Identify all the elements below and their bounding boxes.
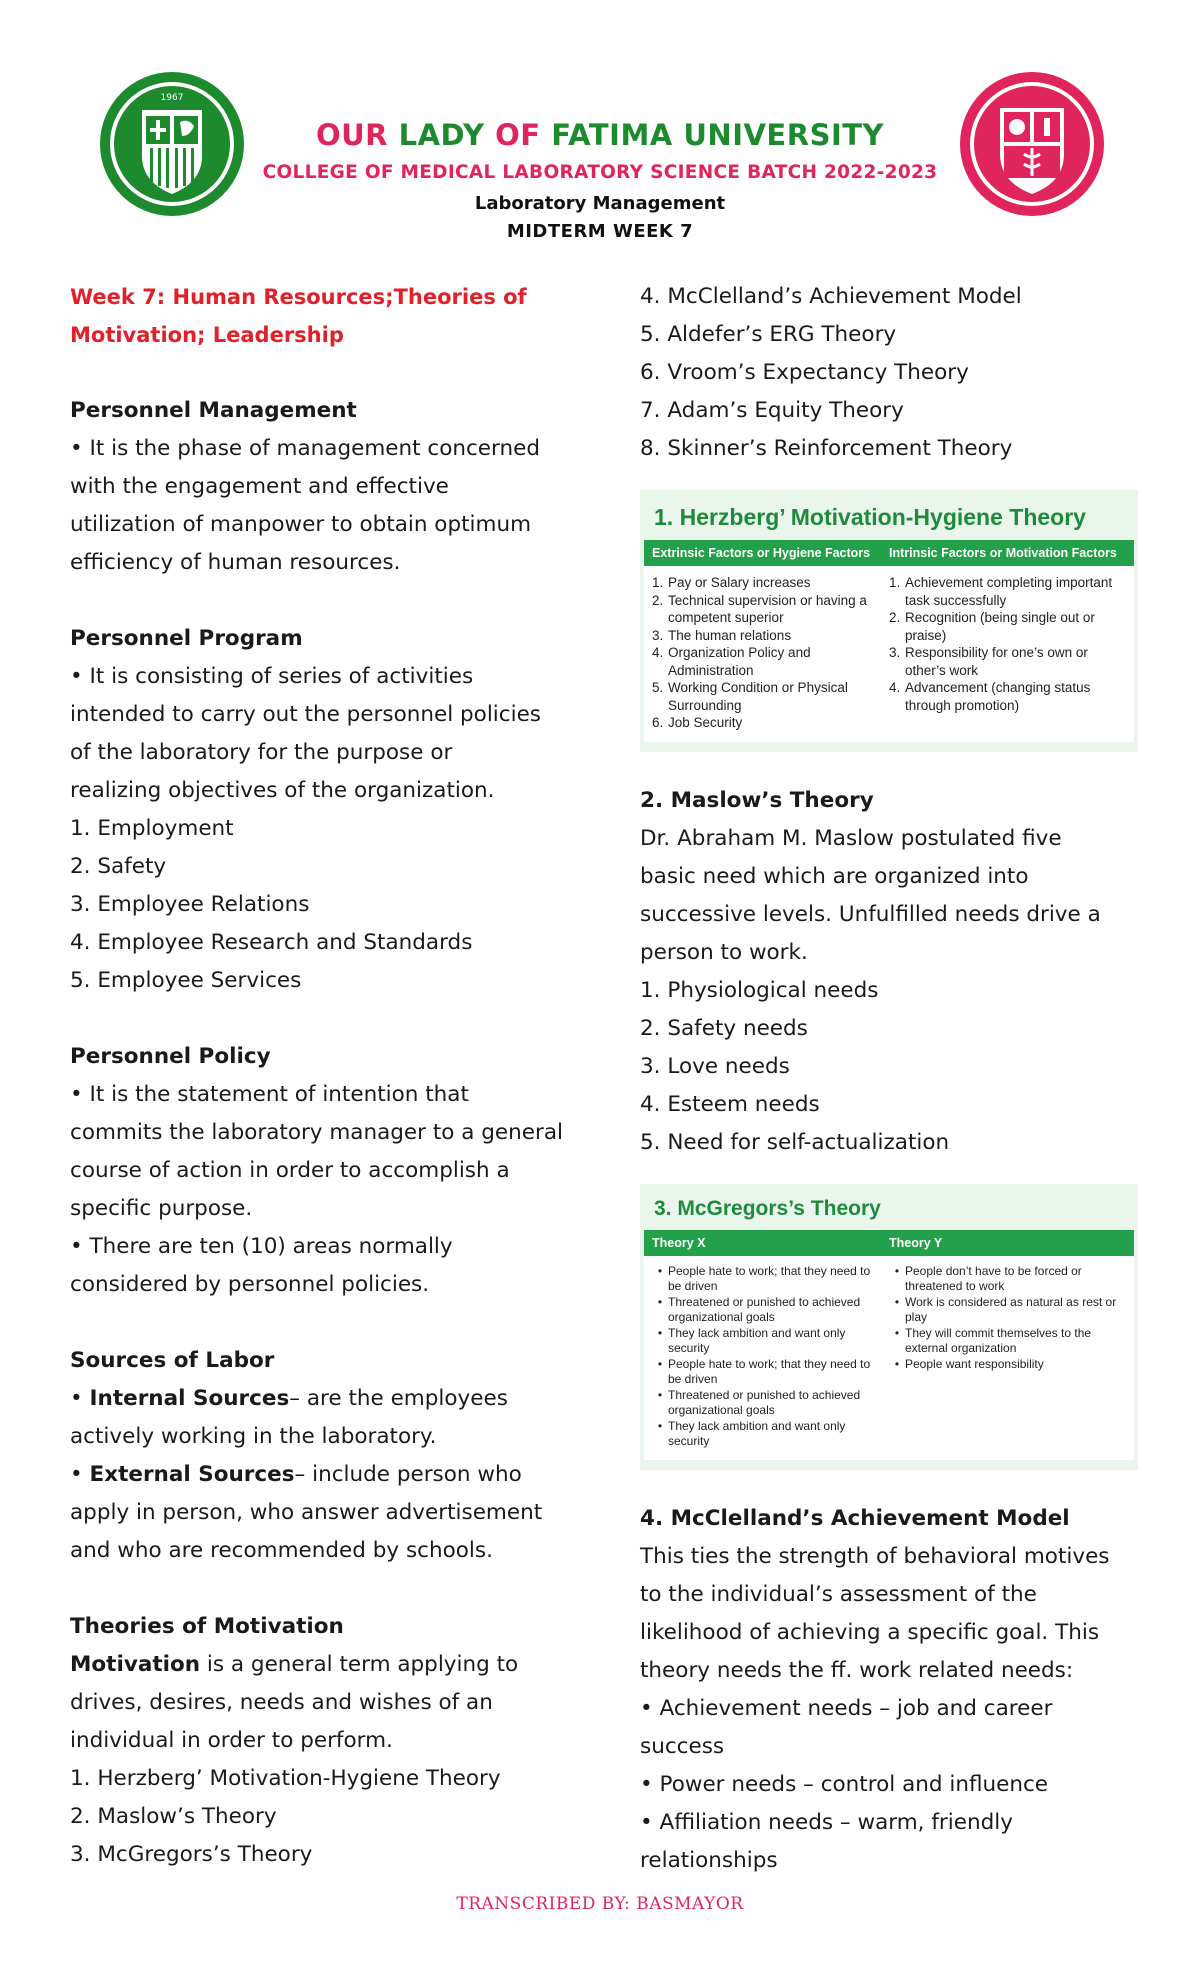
section-heading: Personnel Program <box>70 626 303 651</box>
text-line: and who are recommended by schools. <box>70 1538 493 1563</box>
column-header: Theory X <box>652 1235 706 1250</box>
table-title: 3. McGregors’s Theory <box>654 1196 881 1220</box>
text-line: actively working in the laboratory. <box>70 1424 437 1449</box>
table-body <box>644 1256 1134 1460</box>
text-line: • It is consisting of series of activities <box>70 664 474 689</box>
university-title <box>0 118 1200 152</box>
text-line: • Power needs – control and influence <box>640 1771 1049 1797</box>
list-item: 3. Responsibility for one’s own or other’s work <box>889 645 1088 678</box>
list-item: • People don’t have to be forced or threatened to work <box>894 1263 1082 1293</box>
text-line: realizing objectives of the organization. <box>70 778 495 803</box>
section-heading: Personnel Management <box>70 398 357 423</box>
text-line: • There are ten (10) areas normally <box>70 1234 453 1259</box>
text-line: • It is the statement of intention that <box>70 1082 469 1107</box>
list-item: 5. Need for self-actualization <box>640 1129 950 1155</box>
list-item: 3. Love needs <box>640 1053 790 1079</box>
list-item: 2. Safety <box>70 854 167 879</box>
text-line: specific purpose. <box>70 1196 253 1221</box>
list-item: 1. Physiological needs <box>640 977 879 1003</box>
list-item: 4. McClelland’s Achievement Model <box>640 284 1022 309</box>
title-word: UNIVERSITY <box>683 118 885 152</box>
header <box>0 0 1200 260</box>
right-column <box>640 278 1140 1880</box>
external-sources-line: • External Sources– include person who <box>70 1462 522 1487</box>
list-item: 2. Maslow’s Theory <box>70 1804 277 1829</box>
list-item: 4. Advancement (changing status through promotion) <box>889 680 1091 713</box>
table-title: 1. Herzberg’ Motivation-Hygiene Theory <box>654 504 1086 530</box>
list-item: 6. Job Security <box>652 715 743 730</box>
term-label: MIDTERM WEEK 7 <box>506 221 694 242</box>
text-line: utilization of manpower to obtain optimum <box>70 512 532 537</box>
list-item: 4. Esteem needs <box>640 1091 820 1117</box>
text-line: course of action in order to accomplish a <box>70 1158 510 1183</box>
text-line: Dr. Abraham M. Maslow postulated five <box>640 825 1062 851</box>
list-item: 2. Recognition (being single out or praise) <box>889 610 1095 643</box>
text-line: commits the laboratory manager to a general <box>70 1120 563 1145</box>
column-header: Theory Y <box>889 1235 943 1250</box>
title-word: OF <box>495 118 541 152</box>
text-line: drives, desires, needs and wishes of an <box>70 1690 493 1715</box>
list-item: 6. Vroom’s Expectancy Theory <box>640 360 969 385</box>
list-item: 5. Aldefer’s ERG Theory <box>640 322 897 347</box>
text-line: person to work. <box>640 939 808 965</box>
text-line: efficiency of human resources. <box>70 550 401 575</box>
list-item: 1. Employment <box>70 816 234 841</box>
text-line: • Affiliation needs – warm, friendly <box>640 1809 1013 1835</box>
list-item: 3. The human relations <box>652 627 792 643</box>
mcgregor-table <box>640 1184 1138 1470</box>
title-word: LADY <box>398 118 485 152</box>
text-line: relationships <box>640 1847 778 1873</box>
list-item: 3. Employee Relations <box>70 892 310 917</box>
text-line: This ties the strength of behavioral motives <box>640 1543 1110 1569</box>
course-name: Laboratory Management <box>474 193 726 214</box>
list-item: 1. Achievement completing important task successfully <box>889 575 1113 608</box>
list-item: • Threatened or punished to achieved organizational goals <box>657 1294 861 1324</box>
table-header <box>644 540 1134 566</box>
herzberg-table <box>640 490 1138 752</box>
left-column <box>70 278 590 1874</box>
week-title: Week 7: Human Resources;Theories of <box>70 285 527 309</box>
list-item: • They lack ambition and want only security <box>657 1325 846 1355</box>
list-item: • People hate to work; that they need to be driven <box>657 1263 871 1293</box>
footer-credit: TRANSCRIBED BY: BASMAYOR <box>456 1894 744 1914</box>
text-line: with the engagement and effective <box>70 474 449 499</box>
table-body <box>644 566 1134 742</box>
external-sources-label: External Sources <box>89 1462 295 1487</box>
text-line: • Achievement needs – job and career <box>640 1695 1053 1721</box>
list-item: 8. Skinner’s Reinforcement Theory <box>640 436 1013 461</box>
section-heading: Personnel Policy <box>70 1044 271 1069</box>
text-line: theory needs the ff. work related needs: <box>640 1657 1074 1683</box>
text-line: intended to carry out the personnel policies <box>70 702 542 727</box>
list-item: • Threatened or punished to achieved organizational goals <box>657 1387 861 1417</box>
list-item: • They lack ambition and want only security <box>657 1418 846 1448</box>
text-line: • It is the phase of management concerned <box>70 436 540 461</box>
text-line: apply in person, who answer advertisement <box>70 1500 543 1525</box>
internal-sources-label: Internal Sources <box>89 1386 290 1411</box>
seal-year: 1967 <box>160 93 184 103</box>
text-line: individual in order to perform. <box>70 1728 393 1753</box>
text-line: considered by personnel policies. <box>70 1272 430 1297</box>
title-word: FATIMA <box>551 118 673 152</box>
week-title: Motivation; Leadership <box>70 323 344 347</box>
list-item: 7. Adam’s Equity Theory <box>640 398 904 423</box>
internal-sources-line: • Internal Sources– are the employees <box>70 1386 508 1411</box>
motivation-line: Motivation is a general term applying to <box>70 1652 519 1677</box>
list-item: 1. Pay or Salary increases <box>652 575 811 590</box>
list-item: 2. Technical supervision or having a competent superior <box>652 592 867 625</box>
section-heading: 2. Maslow’s Theory <box>640 787 874 813</box>
section-heading: Theories of Motivation <box>70 1614 344 1639</box>
column-header: Intrinsic Factors or Motivation Factors <box>889 546 1117 560</box>
text-line: to the individual’s assessment of the <box>640 1581 1037 1607</box>
list-item: 5. Working Condition or Physical Surrounding <box>652 680 848 713</box>
hygiene-factors-column <box>652 574 889 732</box>
text-line: likelihood of achieving a specific goal. This <box>640 1619 1100 1645</box>
section-heading: Sources of Labor <box>70 1348 275 1373</box>
list-item: • Work is considered as natural as rest or play <box>894 1294 1117 1324</box>
motivation-label: Motivation <box>70 1652 201 1677</box>
section-heading: 4. McClelland’s Achievement Model <box>640 1505 1070 1531</box>
text-line: success <box>640 1733 725 1759</box>
list-item: • People hate to work; that they need to be driven <box>657 1356 871 1386</box>
theory-y-column <box>889 1264 1126 1450</box>
title-word: OUR <box>315 118 389 152</box>
motivation-factors-column <box>889 574 1126 732</box>
list-item: 5. Employee Services <box>70 968 302 993</box>
text-line: of the laboratory for the purpose or <box>70 740 453 765</box>
table-header <box>644 1230 1134 1256</box>
text-line: successive levels. Unfulfilled needs drive a <box>640 901 1101 927</box>
theory-x-column <box>652 1264 889 1450</box>
text-line: basic need which are organized into <box>640 863 1029 889</box>
list-item: 4. Organization Policy and Administration <box>652 645 811 678</box>
list-item: 3. McGregors’s Theory <box>70 1842 313 1867</box>
list-item: • People want responsibility <box>894 1356 1044 1371</box>
college-name: COLLEGE OF MEDICAL LABORATORY SCIENCE BATCH 2022-2023 <box>262 162 938 183</box>
list-item: 4. Employee Research and Standards <box>70 930 473 955</box>
list-item: 2. Safety needs <box>640 1015 808 1041</box>
list-item: • They will commit themselves to the external organization <box>894 1325 1092 1355</box>
column-header: Extrinsic Factors or Hygiene Factors <box>652 546 871 560</box>
list-item: 1. Herzberg’ Motivation-Hygiene Theory <box>70 1766 501 1791</box>
